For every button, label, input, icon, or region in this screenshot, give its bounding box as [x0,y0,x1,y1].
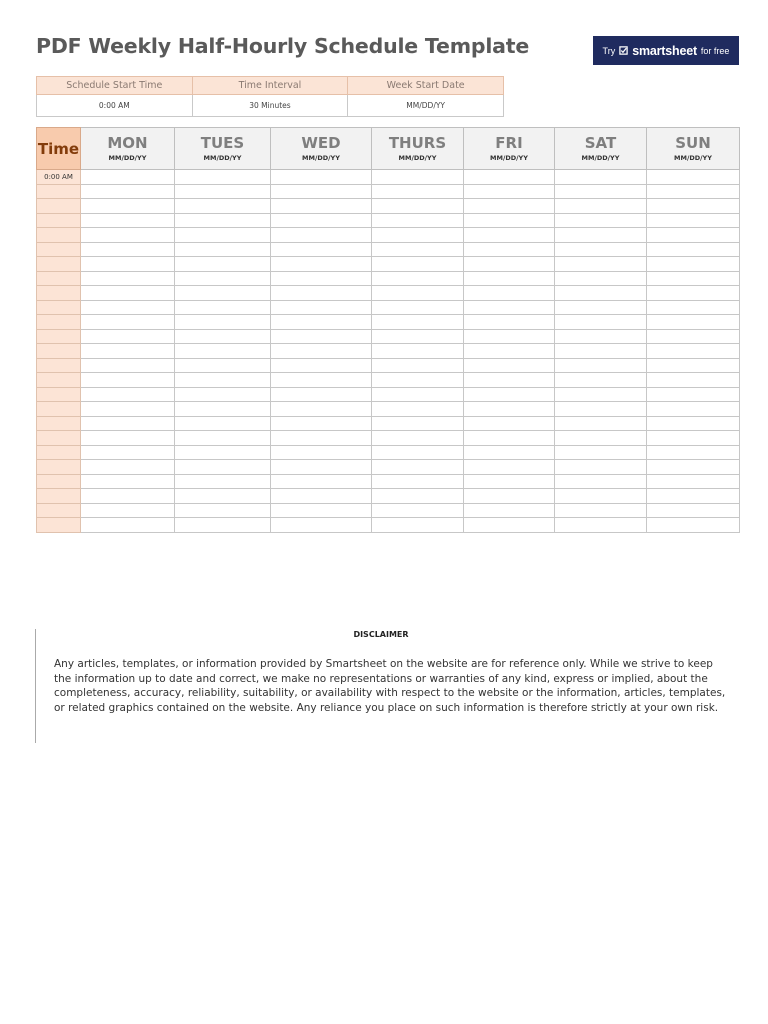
schedule-cell[interactable] [271,489,372,504]
schedule-cell[interactable] [81,257,175,272]
day-date[interactable]: MM/DD/YY [674,153,712,162]
schedule-cell[interactable] [647,329,740,344]
time-slot-cell[interactable] [37,271,81,286]
schedule-cell[interactable] [555,402,647,417]
disclaimer-body: Any articles, templates, or information provided by Smartsheet on the website are for reference only. While we strive to keep the information up to date and correct, we make no representations or warranties of any kind, express or implied, about the completeness, accuracy, reliability, suitability, or availability with respect to the website or the information, articles, templates, or related graphics contained on the website. Any reliance you place on such information is therefore strictly at your own risk. [54,658,726,714]
schedule-cell[interactable] [372,358,464,373]
schedule-cell[interactable] [81,518,175,533]
schedule-cell[interactable] [81,315,175,330]
schedule-cell[interactable] [271,503,372,518]
info-value-interval[interactable]: 30 Minutes [192,95,348,117]
day-name: SAT [584,133,617,152]
day-name: WED [301,133,341,152]
day-date[interactable]: MM/DD/YY [108,153,147,162]
schedule-cell[interactable] [372,460,464,475]
schedule-cell[interactable] [372,387,464,402]
schedule-cell[interactable] [372,199,464,214]
schedule-cell[interactable] [555,489,647,504]
smartsheet-promo-button[interactable] [593,36,739,65]
schedule-cell[interactable] [175,184,271,199]
schedule-cell[interactable] [271,184,372,199]
schedule-cell[interactable] [555,184,647,199]
schedule-cell[interactable] [372,344,464,359]
schedule-cell[interactable] [81,329,175,344]
schedule-cell[interactable] [271,344,372,359]
schedule-cell[interactable] [464,184,555,199]
time-slot-cell[interactable] [37,358,81,373]
schedule-cell[interactable] [647,213,740,228]
schedule-cell[interactable] [464,387,555,402]
schedule-cell[interactable] [271,286,372,301]
day-date[interactable]: MM/DD/YY [398,153,437,162]
schedule-cell[interactable] [647,271,740,286]
time-slot-cell[interactable] [37,431,81,446]
schedule-cell[interactable] [175,228,271,243]
schedule-row [37,315,740,330]
schedule-row [37,213,740,228]
schedule-cell[interactable] [175,300,271,315]
schedule-cell[interactable] [464,329,555,344]
time-slot-cell[interactable] [37,257,81,272]
schedule-cell[interactable] [175,170,271,185]
time-column-header [37,128,81,170]
schedule-cell[interactable] [555,228,647,243]
schedule-cell[interactable] [271,315,372,330]
schedule-cell[interactable] [175,329,271,344]
schedule-row [37,329,740,344]
schedule-row [37,358,740,373]
time-slot-cell[interactable] [37,228,81,243]
schedule-cell[interactable] [372,242,464,257]
schedule-cell[interactable] [81,489,175,504]
schedule-cell[interactable] [175,445,271,460]
schedule-cell[interactable] [372,300,464,315]
schedule-cell[interactable] [555,300,647,315]
schedule-cell[interactable] [271,170,372,185]
time-slot-cell[interactable] [37,489,81,504]
day-header-sat [555,128,647,170]
schedule-cell[interactable] [647,199,740,214]
schedule-cell[interactable] [271,474,372,489]
schedule-cell[interactable] [555,286,647,301]
schedule-cell[interactable] [81,242,175,257]
schedule-row [37,373,740,388]
schedule-cell[interactable] [647,518,740,533]
time-slot-cell[interactable] [37,329,81,344]
schedule-cell[interactable] [647,315,740,330]
schedule-cell[interactable] [372,286,464,301]
promo-try-label: Try [602,45,616,56]
time-slot-cell[interactable] [37,373,81,388]
page-title: PDF Weekly Half-Hourly Schedule Template [36,34,530,58]
schedule-row [37,271,740,286]
time-slot-cell[interactable] [37,300,81,315]
schedule-cell[interactable] [271,242,372,257]
schedule-cell[interactable] [175,460,271,475]
schedule-cell[interactable] [175,242,271,257]
schedule-cell[interactable] [372,489,464,504]
schedule-cell[interactable] [372,518,464,533]
day-header-mon [81,128,175,170]
schedule-cell[interactable] [175,213,271,228]
schedule-cell[interactable] [372,213,464,228]
schedule-cell[interactable] [555,518,647,533]
schedule-cell[interactable] [464,199,555,214]
schedule-cell[interactable] [81,170,175,185]
day-header-fri [464,128,555,170]
schedule-cell[interactable] [555,315,647,330]
schedule-cell[interactable] [81,358,175,373]
schedule-row [37,242,740,257]
schedule-cell[interactable] [175,344,271,359]
schedule-row [37,503,740,518]
schedule-cell[interactable] [81,474,175,489]
schedule-cell[interactable] [647,460,740,475]
schedule-cell[interactable] [464,358,555,373]
schedule-cell[interactable] [271,416,372,431]
schedule-cell[interactable] [271,460,372,475]
day-name: MON [107,133,148,152]
schedule-row [37,460,740,475]
day-name: THURS [388,133,447,152]
schedule-cell[interactable] [175,373,271,388]
schedule-row [37,184,740,199]
schedule-cell[interactable] [464,474,555,489]
schedule-cell[interactable] [372,271,464,286]
schedule-cell[interactable] [81,387,175,402]
schedule-row [37,416,740,431]
schedule-cell[interactable] [271,213,372,228]
schedule-cell[interactable] [647,445,740,460]
schedule-cell[interactable] [464,228,555,243]
schedule-row [37,474,740,489]
schedule-cell[interactable] [175,286,271,301]
schedule-cell[interactable] [647,286,740,301]
schedule-cell[interactable] [647,489,740,504]
time-slot-cell[interactable] [37,518,81,533]
schedule-cell[interactable] [647,344,740,359]
weekly-schedule-grid [36,127,740,533]
time-slot-cell[interactable] [37,286,81,301]
schedule-cell[interactable] [175,387,271,402]
disclaimer-title: DISCLAIMER [353,630,409,639]
schedule-cell[interactable] [464,402,555,417]
schedule-cell[interactable] [175,271,271,286]
schedule-cell[interactable] [555,431,647,446]
schedule-cell[interactable] [464,286,555,301]
info-header-row [37,77,504,95]
schedule-cell[interactable] [647,184,740,199]
schedule-cell[interactable] [647,431,740,446]
time-slot-cell[interactable] [37,184,81,199]
schedule-cell[interactable] [81,445,175,460]
info-value-row [37,95,504,117]
schedule-cell[interactable] [372,503,464,518]
schedule-cell[interactable] [271,329,372,344]
schedule-cell[interactable] [271,445,372,460]
schedule-cell[interactable] [464,503,555,518]
schedule-cell[interactable] [464,344,555,359]
schedule-row [37,402,740,417]
schedule-cell[interactable] [372,402,464,417]
schedule-cell[interactable] [555,213,647,228]
schedule-cell[interactable] [464,271,555,286]
promo-brand: smartsheet [632,43,697,58]
schedule-cell[interactable] [372,170,464,185]
schedule-cell[interactable] [555,271,647,286]
time-slot-cell[interactable] [37,315,81,330]
day-name: FRI [495,133,523,152]
schedule-cell[interactable] [555,199,647,214]
schedule-row [37,431,740,446]
info-header-week-start: Week Start Date [348,77,504,95]
schedule-cell[interactable] [464,445,555,460]
info-header-start-time: Schedule Start Time [37,77,193,95]
schedule-cell[interactable] [647,474,740,489]
schedule-cell[interactable] [81,271,175,286]
time-slot-cell[interactable] [37,213,81,228]
schedule-cell[interactable] [555,358,647,373]
schedule-cell[interactable] [647,300,740,315]
day-date[interactable]: MM/DD/YY [490,153,528,162]
schedule-row [37,170,740,185]
smartsheet-logo-icon [619,46,628,55]
schedule-cell[interactable] [555,242,647,257]
schedule-cell[interactable] [81,199,175,214]
info-value-start-time[interactable]: 0:00 AM [37,95,193,117]
schedule-cell[interactable] [464,460,555,475]
schedule-cell[interactable] [464,213,555,228]
schedule-cell[interactable] [464,300,555,315]
schedule-cell[interactable] [647,170,740,185]
schedule-cell[interactable] [555,503,647,518]
schedule-cell[interactable] [81,402,175,417]
schedule-cell[interactable] [647,358,740,373]
schedule-cell[interactable] [175,416,271,431]
time-header-label: Time [37,140,80,158]
schedule-info-table [36,76,504,117]
schedule-cell[interactable] [647,416,740,431]
schedule-cell[interactable] [271,271,372,286]
schedule-cell[interactable] [372,184,464,199]
day-date[interactable]: MM/DD/YY [581,153,620,162]
schedule-cell[interactable] [271,431,372,446]
schedule-cell[interactable] [271,373,372,388]
schedule-cell[interactable] [175,358,271,373]
time-slot-cell[interactable] [37,387,81,402]
schedule-cell[interactable] [647,402,740,417]
schedule-cell[interactable] [81,300,175,315]
schedule-cell[interactable] [555,329,647,344]
day-header-thurs [372,128,464,170]
day-name: TUES [200,133,245,152]
time-slot-cell[interactable] [37,474,81,489]
time-slot-cell[interactable] [37,402,81,417]
schedule-row [37,344,740,359]
schedule-cell[interactable] [555,170,647,185]
schedule-cell[interactable] [647,387,740,402]
schedule-cell[interactable] [464,170,555,185]
disclaimer-section [35,629,726,743]
schedule-cell[interactable] [175,257,271,272]
schedule-cell[interactable] [555,416,647,431]
schedule-cell[interactable] [81,184,175,199]
schedule-cell[interactable] [271,402,372,417]
schedule-cell[interactable] [555,474,647,489]
schedule-cell[interactable] [372,257,464,272]
info-value-week-start[interactable]: MM/DD/YY [348,95,504,117]
schedule-cell[interactable] [175,402,271,417]
schedule-cell[interactable] [372,445,464,460]
schedule-cell[interactable] [81,286,175,301]
time-slot-cell[interactable] [37,445,81,460]
schedule-cell[interactable] [464,518,555,533]
time-slot-cell[interactable] [37,460,81,475]
time-slot-cell[interactable] [37,242,81,257]
schedule-cell[interactable] [175,474,271,489]
schedule-cell[interactable] [647,373,740,388]
schedule-cell[interactable] [555,445,647,460]
schedule-row [37,445,740,460]
schedule-cell[interactable] [647,257,740,272]
schedule-cell[interactable] [555,344,647,359]
schedule-cell[interactable] [555,257,647,272]
schedule-cell[interactable] [372,228,464,243]
schedule-cell[interactable] [464,242,555,257]
schedule-row [37,489,740,504]
schedule-cell[interactable] [81,503,175,518]
schedule-cell[interactable] [555,460,647,475]
time-slot-cell[interactable] [37,503,81,518]
schedule-cell[interactable] [464,416,555,431]
day-date[interactable]: MM/DD/YY [203,153,242,162]
schedule-cell[interactable] [271,300,372,315]
time-slot-cell[interactable]: 0:00 AM [37,170,81,185]
schedule-cell[interactable] [81,228,175,243]
schedule-cell[interactable] [81,416,175,431]
schedule-cell[interactable] [175,199,271,214]
schedule-cell[interactable] [555,387,647,402]
schedule-cell[interactable] [81,431,175,446]
schedule-cell[interactable] [464,315,555,330]
schedule-cell[interactable] [175,489,271,504]
schedule-cell[interactable] [464,431,555,446]
schedule-row [37,286,740,301]
schedule-cell[interactable] [464,489,555,504]
schedule-cell[interactable] [372,474,464,489]
schedule-cell[interactable] [271,257,372,272]
day-name: SUN [675,133,711,152]
schedule-header-row [37,128,740,170]
schedule-cell[interactable] [175,431,271,446]
schedule-cell[interactable] [647,242,740,257]
schedule-cell[interactable] [271,518,372,533]
schedule-row [37,228,740,243]
schedule-cell[interactable] [81,460,175,475]
schedule-row [37,518,740,533]
schedule-cell[interactable] [555,373,647,388]
schedule-body [37,170,740,533]
schedule-cell[interactable] [175,315,271,330]
day-header-wed [271,128,372,170]
schedule-cell[interactable] [271,358,372,373]
time-slot-cell[interactable] [37,199,81,214]
time-slot-cell[interactable] [37,416,81,431]
schedule-cell[interactable] [81,213,175,228]
time-slot-cell[interactable] [37,344,81,359]
schedule-cell[interactable] [647,503,740,518]
schedule-cell[interactable] [372,431,464,446]
schedule-cell[interactable] [372,315,464,330]
schedule-row [37,257,740,272]
schedule-cell[interactable] [372,373,464,388]
schedule-cell[interactable] [372,329,464,344]
day-header-sun [647,128,740,170]
schedule-row [37,387,740,402]
schedule-cell[interactable] [464,257,555,272]
schedule-cell[interactable] [271,387,372,402]
schedule-cell[interactable] [81,344,175,359]
day-date[interactable]: MM/DD/YY [302,153,340,162]
promo-suffix: for free [700,45,730,56]
schedule-cell[interactable] [81,373,175,388]
schedule-cell[interactable] [271,228,372,243]
info-header-interval: Time Interval [192,77,348,95]
day-header-tues [175,128,271,170]
schedule-row [37,199,740,214]
schedule-cell[interactable] [271,199,372,214]
schedule-cell[interactable] [647,228,740,243]
schedule-cell[interactable] [372,416,464,431]
schedule-cell[interactable] [464,373,555,388]
schedule-row [37,300,740,315]
schedule-cell[interactable] [175,503,271,518]
schedule-cell[interactable] [175,518,271,533]
